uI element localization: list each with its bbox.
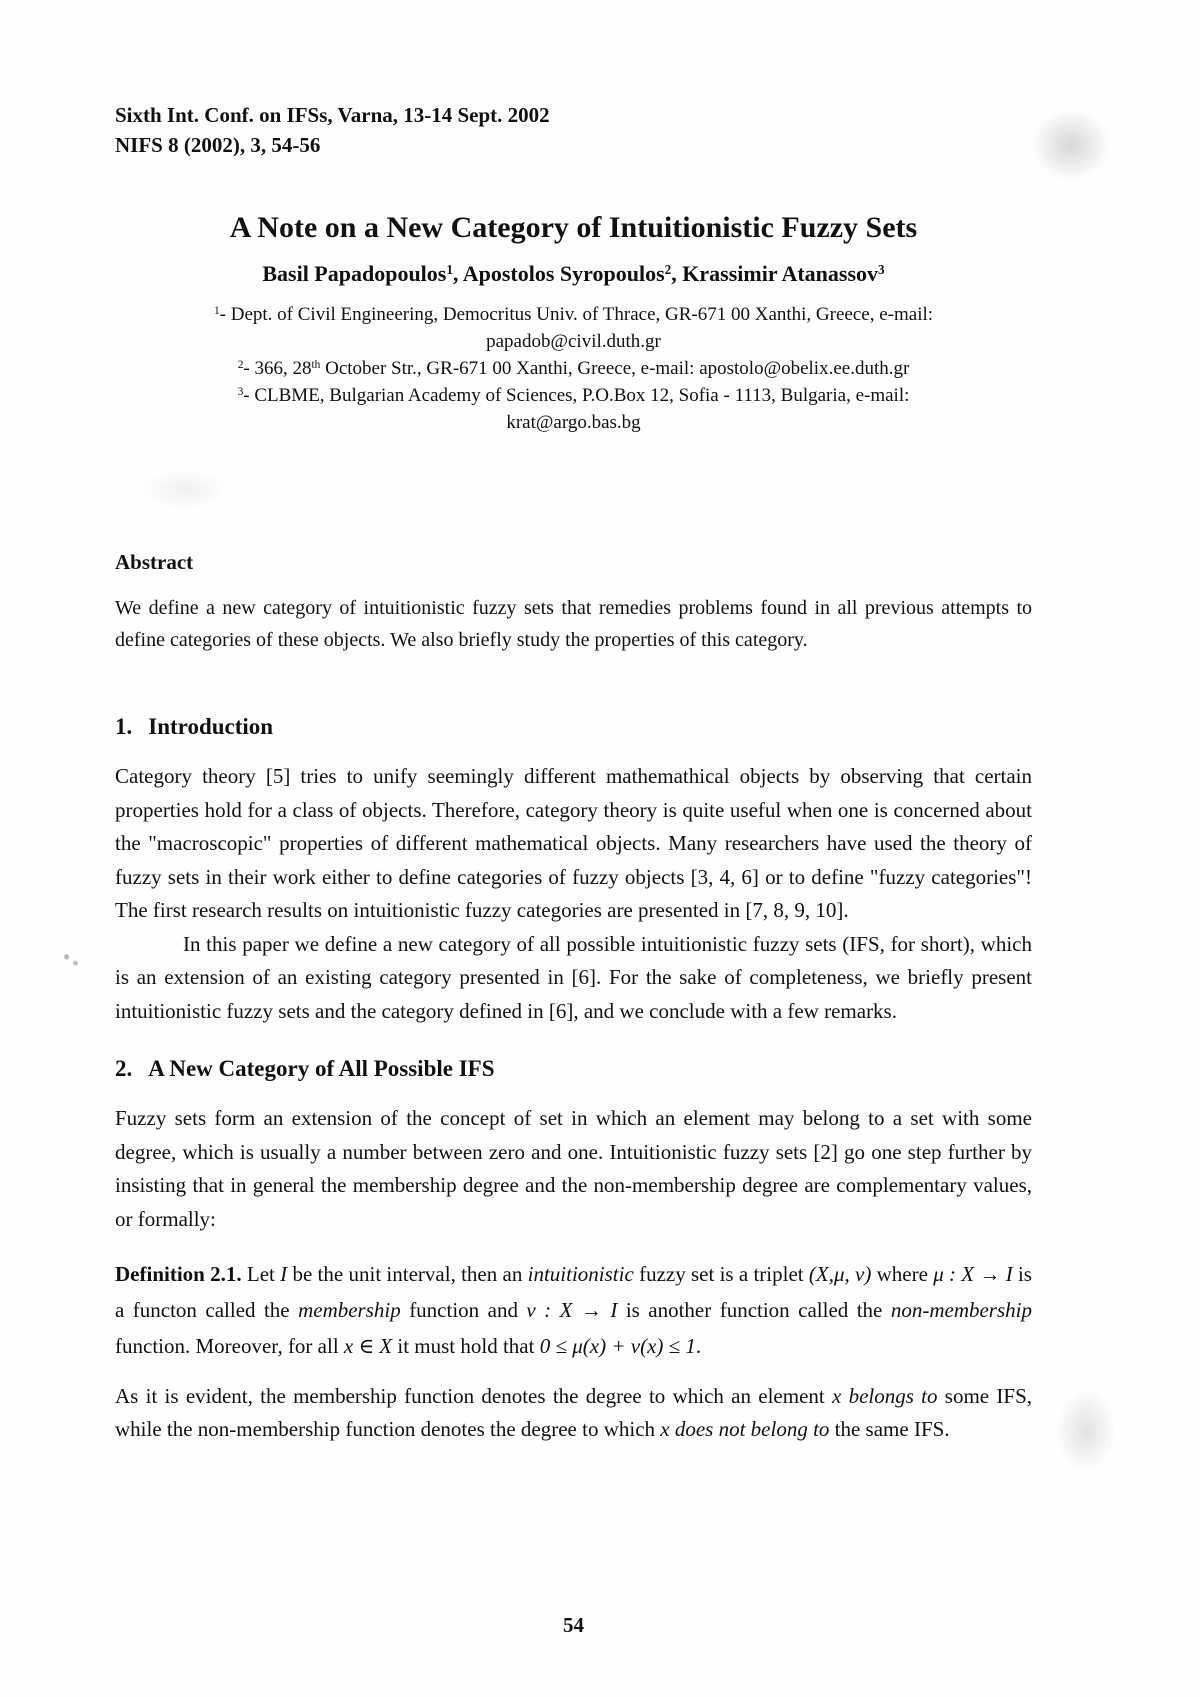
page-number: 54 xyxy=(563,1613,584,1637)
scan-artifact xyxy=(1058,1392,1114,1470)
scan-artifact xyxy=(1032,110,1110,180)
section-2-number: 2. xyxy=(115,1056,133,1081)
authors-line: Basil Papadopoulos$^1$, Apostolos Syropoulos$^2$, Krassimir Atanassov$^3$ xyxy=(262,261,885,286)
affiliation-line-2: $^2$- 366, 28th October Str., GR-671 00 Xanthi, Greece, e-mail: apostolo@obelix.ee.duth.gr xyxy=(237,358,910,379)
section-2-title: A New Category of All Possible IFS xyxy=(148,1056,495,1081)
section-1-number: 1. xyxy=(115,714,133,739)
abstract-heading: Abstract xyxy=(115,550,194,574)
affiliation-line-3: $^3$- CLBME, Bulgarian Academy of Sciences, P.O.Box 12, Sofia - 1113, Bulgaria, e-mail: xyxy=(237,385,910,406)
section-2-paragraph-2: As it is evident, the membership function denotes the degree to which an element x belongs to some IFS, while the non-membership function denotes the degree to which x does not belong to the same IFS. xyxy=(115,1384,1032,1441)
page-content xyxy=(115,0,1032,1446)
affiliation-email-3: krat@argo.bas.bg xyxy=(506,412,641,433)
paper-title: A Note on a New Category of Intuitionistic Fuzzy Sets xyxy=(229,211,918,244)
intro-paragraph-2: In this paper we define a new category of all possible intuitionistic fuzzy sets (IFS, for short), which is an extension of an existing category presented in [6]. For the sake of completeness, we briefly present intuitionistic fuzzy sets and the category defined in [6], and we conclude with a few remarks. xyxy=(115,931,1032,1023)
section-2-heading xyxy=(115,1054,1032,1084)
abstract-text: We define a new category of intuitionistic fuzzy sets that remedies problems found in all previous attempts to define categories of these objects. We also briefly study the properties of this category. xyxy=(115,597,1032,651)
scan-artifact xyxy=(60,952,82,968)
journal-reference: NIFS 8 (2002), 3, 54-56 xyxy=(115,133,321,157)
affiliation-line-1: $^1$- Dept. of Civil Engineering, Democritus Univ. of Thrace, GR-671 00 Xanthi, Greece, e-mail: xyxy=(213,304,934,325)
conference-name: Sixth Int. Conf. on IFSs, Varna, 13-14 Sept. 2002 xyxy=(115,103,550,127)
intro-paragraph-1: Category theory [5] tries to unify seemingly different mathemathical objects by observing that certain properties hold for a class of objects. Therefore, category theory is quite useful when one is concerned about the "macroscopic" properties of different mathematical objects. Many researchers have used the theory of fuzzy sets in their work either to define categories of fuzzy objects [3, 4, 6] or to define "fuzzy categories"! The first research results on intuitionistic fuzzy categories are presented in [7, 8, 9, 10]. xyxy=(115,764,1032,922)
section-1-heading xyxy=(115,712,1032,742)
definition-2-1: Definition 2.1. Let I be the unit interval, then an intuitionistic fuzzy set is a triplet (X,μ, ν) where μ : X → I is a functon called the membership function and ν : X → I is another function called the non-membership function. Moreover, for all x ∈ X it must hold that 0 ≤ μ(x) + ν(x) ≤ 1. xyxy=(115,1262,1032,1358)
conference-header xyxy=(115,0,1032,160)
affiliations-block xyxy=(115,301,1032,436)
affiliation-email-1: papadob@civil.duth.gr xyxy=(486,331,661,352)
section-1-title: Introduction xyxy=(148,714,274,739)
section-2-paragraph-1: Fuzzy sets form an extension of the concept of set in which an element may belong to a set with some degree, which is usually a number between zero and one. Intuitionistic fuzzy sets [2] go one step further by insisting that in general the membership degree and the non-membership degree are complementary values, or formally: xyxy=(115,1106,1032,1231)
